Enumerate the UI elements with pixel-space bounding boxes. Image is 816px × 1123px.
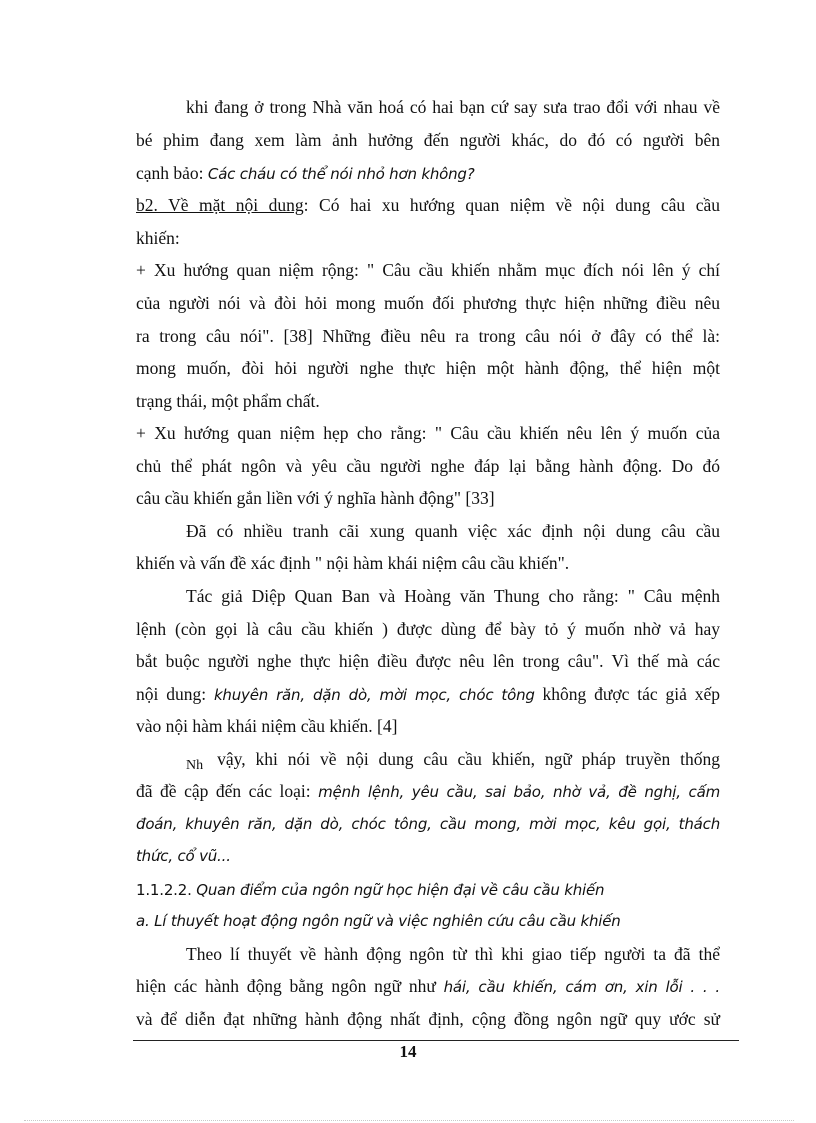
italic-terms: hái, cầu khiến, cám ơn, xin lỗi . . . bbox=[443, 978, 721, 996]
text-line: nội dung: khuyên răn, dặn dò, mời mọc, chóc tông không được tác giả xếp bbox=[136, 684, 720, 704]
text-line: và để diễn đạt những hành động nhất định, cộng đồng ngôn ngữ quy ước sử bbox=[136, 1009, 720, 1029]
text-line: của người nói và đòi hỏi mong muốn đối phương thực hiện những điều nêu bbox=[136, 293, 720, 313]
subsection-heading: 1.1.2.2. Quan điểm của ngôn ngữ học hiện đại về câu cầu khiến bbox=[136, 881, 605, 899]
text-line: bé phim đang xem làm ảnh hưởng đến người khác, do đó có người bên bbox=[136, 130, 720, 150]
text-line: + Xu hướng quan niệm rộng: " Câu cầu khiến nhằm mục đích nói lên ý chí bbox=[136, 260, 720, 280]
italic-terms: mệnh lệnh, yêu cầu, sai bảo, nhờ vả, đề nghị, cấm bbox=[318, 783, 720, 801]
text-line: đã đề cập đến các loại: mệnh lệnh, yêu cầu, sai bảo, nhờ vả, đề nghị, cấm bbox=[136, 781, 720, 801]
italic-text-line: thức, cổ vũ... bbox=[136, 847, 231, 865]
text-line: Đã có nhiều tranh cãi xung quanh việc xác định nội dung câu cầu bbox=[186, 521, 720, 541]
text-line: Tác giả Diệp Quan Ban và Hoàng văn Thung cho rằng: " Câu mệnh bbox=[186, 586, 720, 606]
text-line: $_{Nh}$ vậy, khi nói về nội dung câu cầu khiến, ngữ pháp truyền thống bbox=[186, 749, 720, 773]
text-line: lệnh (còn gọi là câu cầu khiến ) được dùng để bày tỏ ý muốn nhờ vả hay bbox=[136, 619, 720, 639]
text-line: + Xu hướng quan niệm hẹp cho rằng: " Câu cầu khiến nêu lên ý muốn của bbox=[136, 423, 720, 443]
example-sentence: Các cháu có thể nói nhỏ hơn không? bbox=[207, 165, 475, 183]
text-line: mong muốn, đòi hỏi người nghe thực hiện một hành động, thể hiện một bbox=[136, 358, 720, 378]
section-heading-b2: b2. Về mặt nội dung: Có hai xu hướng quan niệm về nội dung câu cầu bbox=[136, 195, 720, 215]
text-line: hiện các hành động bằng ngôn ngữ như hái, cầu khiến, cám ơn, xin lỗi . . . bbox=[136, 976, 721, 996]
underlined-heading: b2. Về mặt nội dung bbox=[136, 195, 304, 215]
text-line: câu cầu khiến gắn liền với ý nghĩa hành động" [33] bbox=[136, 488, 495, 508]
text-line: cạnh bảo: Các cháu có thể nói nhỏ hơn không? bbox=[136, 163, 475, 183]
page-number: 14 bbox=[399, 1042, 417, 1061]
text-line: trạng thái, một phẩm chất. bbox=[136, 391, 320, 411]
text-line: chủ thể phát ngôn và yêu cầu người nghe đáp lại bằng hành động. Do đó bbox=[136, 456, 720, 476]
text-line: ra trong câu nói". [38] Những điều nêu ra trong câu nói ở đây có thể là: bbox=[136, 326, 720, 346]
text-line: Theo lí thuyết về hành động ngôn từ thì khi giao tiếp người ta đã thể bbox=[186, 944, 720, 964]
text-line: khi đang ở trong Nhà văn hoá có hai bạn cứ say sưa trao đổi với nhau về bbox=[186, 97, 720, 117]
text-line: khiến và vấn đề xác định " nội hàm khái niệm câu cầu khiến". bbox=[136, 553, 570, 573]
text-line: khiến: bbox=[136, 228, 180, 248]
text-line: bắt buộc người nghe thực hiện điều được nêu lên trong câu". Vì thế mà các bbox=[136, 651, 720, 671]
text-line: vào nội hàm khái niệm cầu khiến. [4] bbox=[136, 716, 398, 736]
page-bottom-dotted-border bbox=[24, 1120, 794, 1121]
italic-text-line: đoán, khuyên răn, dặn dò, chóc tông, cầu mong, mời mọc, kêu gọi, thách bbox=[136, 815, 720, 833]
footer-rule bbox=[133, 1040, 739, 1041]
italic-terms: khuyên răn, dặn dò, mời mọc, chóc tông bbox=[213, 686, 535, 704]
subsection-heading-a: a. Lí thuyết hoạt động ngôn ngữ và việc nghiên cứu câu cầu khiến bbox=[136, 912, 621, 930]
